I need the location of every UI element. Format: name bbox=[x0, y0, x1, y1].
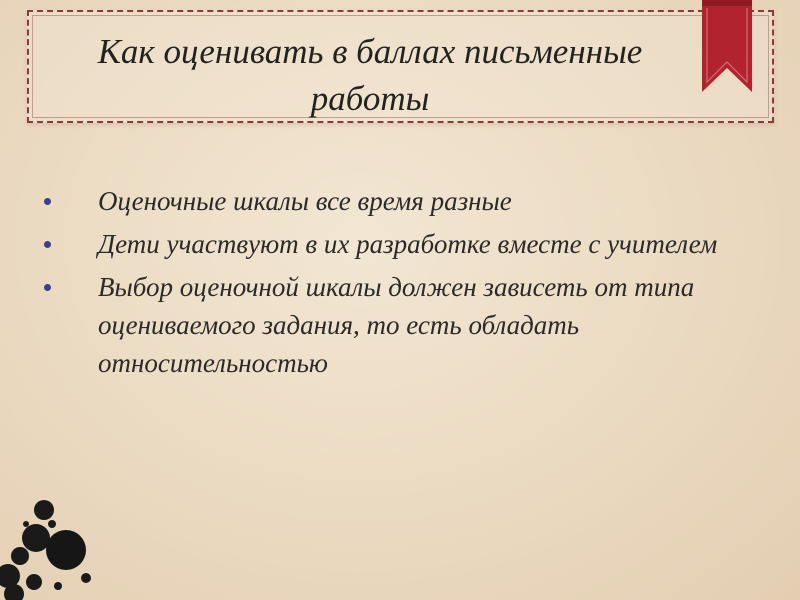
bullet-text: Выбор оценочной шкалы должен зависеть от типа оцениваемого задания, то есть обладать относительностью bbox=[98, 272, 695, 378]
bookmark-ribbon-icon bbox=[702, 0, 752, 92]
bullet-item bbox=[40, 268, 740, 382]
bullet-text: Оценочные шкалы все время разные bbox=[98, 186, 512, 216]
bullet-icon bbox=[44, 198, 51, 205]
slide-title: Как оценивать в баллах письменные работы bbox=[97, 32, 643, 118]
bullet-icon bbox=[44, 284, 51, 291]
bullet-item bbox=[40, 182, 740, 220]
bullet-item bbox=[40, 225, 740, 263]
bullet-icon bbox=[44, 241, 51, 248]
ink-blot-icon bbox=[0, 490, 110, 600]
bullet-text: Дети участвуют в их разработке вместе с учителем bbox=[98, 229, 718, 259]
bullet-list bbox=[40, 182, 740, 387]
